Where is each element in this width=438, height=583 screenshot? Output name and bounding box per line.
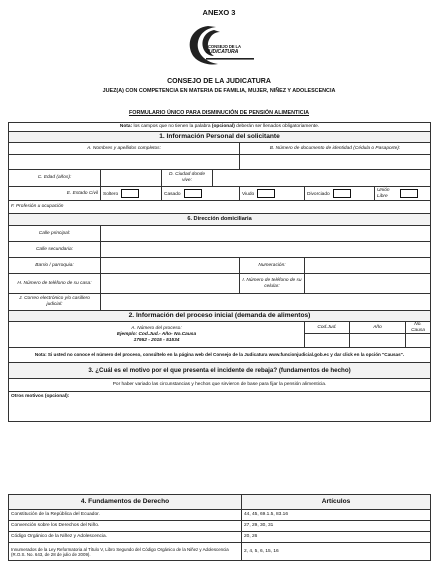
section3-title: 3. ¿Cuál es el motivo por el que presenta el incidente de rebaja? (fundamentos de hecho)	[9, 363, 431, 379]
year-field[interactable]	[350, 334, 406, 348]
checkbox-casado[interactable]	[184, 189, 202, 198]
option-union-libre[interactable]: Unión Libre	[375, 187, 431, 201]
logo-text-line1: CONSEJO DE LA	[208, 44, 241, 49]
articles-row-3: 20, 26	[242, 532, 431, 543]
neighborhood-label: Barrio / parroquia:	[9, 258, 101, 274]
secondary-street-field[interactable]	[101, 242, 431, 258]
city-label: D. Ciudad donde vive:	[162, 170, 213, 187]
cell-phone-label: I. Número de teléfono de su celular:	[240, 274, 305, 294]
col-code-label: Cod.Jud.	[305, 322, 350, 334]
process-number-cell	[9, 322, 305, 348]
law-row-3: Código Orgánico de la Niñez y Adolescencia.	[9, 532, 242, 543]
col-year-label: Año	[350, 322, 406, 334]
other-reasons-label: Otros motivos (opcional):	[11, 394, 70, 400]
law-row-4: Innumerados de la Ley Reformatoria al Título V, Libro Segundo del Código Orgánico de la Niñez y Adolescencia (R.O.S. No. 643, de 28 de julio de 2009).	[9, 543, 242, 561]
home-phone-label: H. Número de teléfono de su casa:	[9, 274, 101, 294]
law-row-1: Constitución de la República del Ecuador.	[9, 510, 242, 521]
anexo-label: ANEXO 3	[202, 8, 236, 17]
logo-text-line2: JUDICATURA	[206, 49, 239, 55]
process-example: Ejemplo: Cod.Jud.- Año- No.Causa	[116, 331, 197, 337]
articles-header: Artículos	[242, 495, 431, 510]
col-case-label: No. Causa	[406, 322, 431, 334]
house-number-label: Numeración:	[240, 258, 305, 274]
judge-competence: JUEZ(A) CON COMPETENCIA EN MATERIA DE FAMILIA, MUJER, NIÑEZ Y ADOLESCENCIA	[102, 88, 336, 94]
email-field[interactable]	[101, 294, 431, 311]
id-number-field[interactable]	[240, 155, 431, 170]
neighborhood-field[interactable]	[101, 258, 240, 274]
main-street-label: Calle principal:	[9, 226, 101, 242]
names-field[interactable]	[9, 155, 240, 170]
process-example-value: 17952 - 2015 - 51534	[133, 337, 180, 343]
id-number-label: B. Número de documento de identidad (Cédula o Pasaporte):	[240, 143, 431, 155]
city-field[interactable]	[213, 170, 431, 187]
option-casado[interactable]: Casado	[162, 187, 240, 201]
age-label: C. Edad (años):	[9, 170, 101, 187]
process-lookup-note: Nota: Si usted no conoce el número del proceso, consúltelo en la página web del Consejo de la Judicatura www.funcionjudicial.gob.ec y dar click en la opción "Causas".	[9, 348, 431, 363]
age-field[interactable]	[101, 170, 162, 187]
reason-text: Por haber variado las circunstancias y hechos que sirvieron de base para fijar la pensión alimenticia.	[9, 379, 431, 392]
section4-title: 4. Fundamentos de Derecho	[9, 495, 242, 510]
secondary-street-label: Calle secundaria:	[9, 242, 101, 258]
section1-title: 1. Información Personal del solicitante	[9, 132, 431, 143]
house-number-field[interactable]	[305, 258, 431, 274]
option-viudo[interactable]: Viudo	[240, 187, 305, 201]
option-soltero[interactable]: Soltero	[101, 187, 162, 201]
other-reasons-field[interactable]	[9, 392, 431, 422]
checkbox-union-libre[interactable]	[400, 189, 418, 198]
checkbox-divorciado[interactable]	[333, 189, 351, 198]
case-field[interactable]	[406, 334, 431, 348]
section6-title: 6. Dirección domiciliaria	[9, 214, 431, 226]
cell-phone-field[interactable]	[305, 274, 431, 294]
email-label: J. Correo electrónico y/o casillero judicial:	[9, 294, 101, 311]
code-field[interactable]	[305, 334, 350, 348]
civil-status-label: E. Estado Civil	[9, 187, 101, 201]
section2-title: 2. Información del proceso inicial (demanda de alimentos)	[9, 311, 431, 322]
checkbox-soltero[interactable]	[121, 189, 139, 198]
process-number-label: A. Número del proceso:	[131, 325, 182, 331]
institution-title: CONSEJO DE LA JUDICATURA	[167, 78, 271, 85]
articles-row-2: 27, 29, 30, 31	[242, 521, 431, 532]
applicant-table	[8, 122, 431, 422]
home-phone-field[interactable]	[101, 274, 240, 294]
legal-basis-table	[8, 494, 431, 561]
option-divorciado[interactable]: Divorciado	[305, 187, 375, 201]
main-street-field[interactable]	[101, 226, 431, 242]
checkbox-viudo[interactable]	[257, 189, 275, 198]
names-label: A. Nombres y apellidos completos:	[9, 143, 240, 155]
law-row-2: Convención sobre los Derechos del Niño.	[9, 521, 242, 532]
required-fields-note: Nota: los campos que no tienen la palabra (opcional) deberán ser llenados obligatoriamente.	[9, 123, 431, 132]
form-title: FORMULARIO ÚNICO PARA DISMINUCIÓN DE PENSIÓN ALIMENTICIA	[128, 110, 310, 116]
articles-row-4: 2, 4, 5, 6, 15, 16	[242, 543, 431, 561]
articles-row-1: 44, 45, 69.1.5, 83.16	[242, 510, 431, 521]
profession-label: F. Profesión u ocupación	[9, 201, 431, 214]
